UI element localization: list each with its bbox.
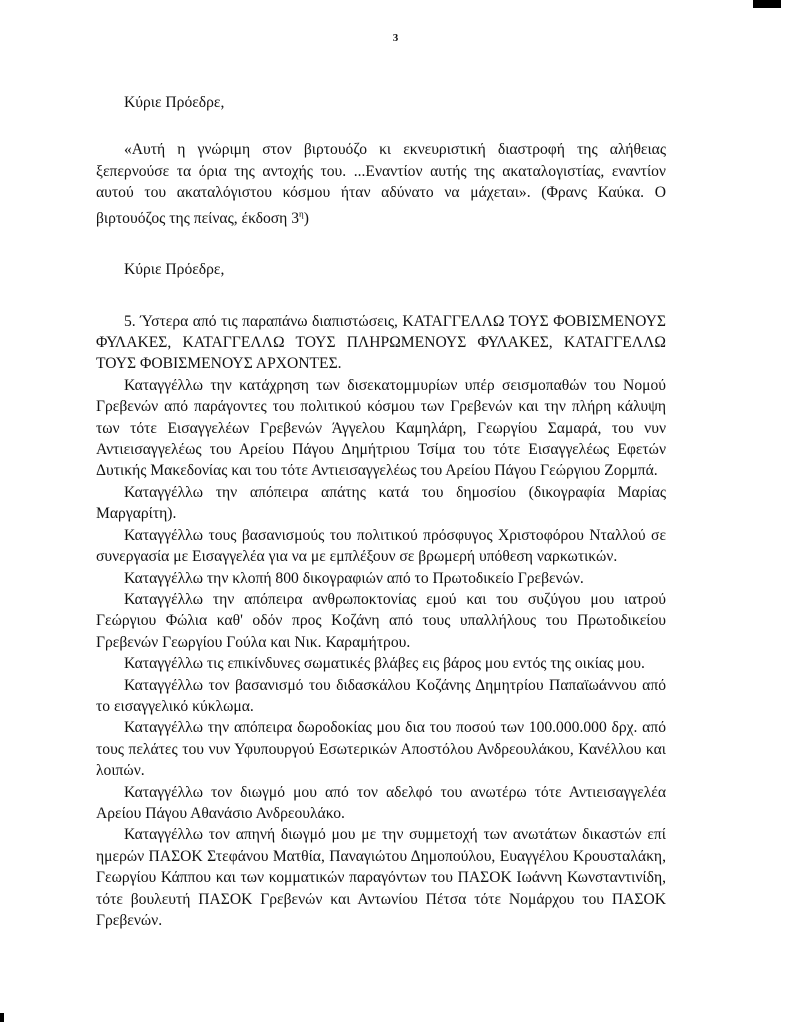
complaint-item: Καταγγέλλω τον διωγμό μου από τον αδελφό του ανωτέρω τότε Αντιεισαγγελέα Αρείου Πάγου Αθανάσιο Ανδρεουλάκο.: [96, 783, 666, 822]
page-number: 3: [392, 32, 399, 44]
salutation-second: Κύριε Πρόεδρε,: [124, 261, 225, 279]
kafka-quote: [96, 139, 666, 229]
section-5-heading: 5. Ύστερα από τις παραπάνω διαπιστώσεις, ΚΑΤΑΓΓΕΛΛΩ ΤΟΥΣ ΦΟΒΙΣΜΕΝΟΥΣ ΦΥΛΑΚΕΣ, ΚΑΤΑΓΓΕΛΛΩ ΤΟΥΣ ΠΛΗΡΩΜΕΝΟΥΣ ΦΥΛΑΚΕΣ, ΚΑΤΑΓΓΕΛΛΩ ΤΟΥΣ ΦΟΒΙΣΜΕΝΟΥΣ ΑΡΧΟΝΤΕΣ.: [96, 312, 666, 373]
scan-corner-mark: [753, 0, 781, 8]
document-body: [96, 92, 666, 931]
complaint-item: Καταγγέλλω τον βασανισμό του διδασκάλου Κοζάνης Δημητρίου Παπαϊωάννου από το εισαγγελικό κύκλωμα.: [96, 676, 666, 715]
complaint-item: Καταγγέλλω την κατάχρηση των δισεκατομμυρίων υπέρ σεισμοπαθών του Νομού Γρεβενών από παράγοντες του πολιτικού κόσμου των Γρεβενών και την πλήρη κάλυψη των τότε Εισαγγελέων Γρεβενών Άγγελου Καμηλάρη, Γεωργίου Σαμαρά, του νυν Αντιεισαγγελέως του Αρείου Πάγου Δημήτριου Τσίμα του τότε Εισαγγελέως Εφετών Δυτικής Μακεδονίας και του τότε Αντιεισαγγελέως του Αρείου Πάγου Γεώργιου Ζορμπά.: [96, 376, 666, 480]
complaint-item: Καταγγέλλω τον απηνή διωγμό μου με την συμμετοχή των ανωτάτων δικαστών επί ημερών ΠΑΣΟΚ Στεφάνου Ματθία, Παναγιώτου Δημοπούλου, Ευαγγέλου Κρουσταλάκη, Γεωργίου Κάππου και των κομματικών παραγόντων του ΠΑΣΟΚ Ιωάννη Κωνσταντινίδη, τότε βουλευτή ΠΑΣΟΚ Γρεβενών και Αντωνίου Πέτσα τότε Νομάρχου του ΠΑΣΟΚ Γρεβενών.: [96, 826, 666, 929]
quote-tail: ): [303, 209, 309, 227]
complaint-item: Καταγγέλλω την απόπειρα απάτης κατά του δημοσίου (δικογραφία Μαρίας Μαργαρίτη).: [96, 483, 666, 523]
quote-text: «Αυτή η γνώριμη στον βιρτουόζο κι εκνευριστική διαστροφή της αλήθειας ξεπερνούσε τα όρια της αντοχής του. ...Εναντίον αυτής της ακαταλογιστίας, εναντίον αυτού του ακαταλόγιστου κόσμου ήταν αδύνατο να μάχεται». (Φρανς Καύκα. Ο βιρτουόζος της πείνας, έκδοση 3: [96, 141, 666, 227]
complaint-item: Καταγγέλλω την απόπειρα δωροδοκίας μου δια του ποσού των 100.000.000 δρχ. από τους πελάτες του νυν Υφυπουργού Εσωτερικών Αποστόλου Ανδρεουλάκου, Κανέλλου και λοιπών.: [96, 719, 666, 780]
complaint-item: Καταγγέλλω την απόπειρα ανθρωποκτονίας εμού και του συζύγου μου ιατρού Γεώργιου Φώλια καθ' οδόν προς Κοζάνη από τους υπαλλήλους του Πρωτοδικείου Γρεβενών Γεωργίου Γούλα και Νικ. Καραμήτρου.: [96, 590, 666, 651]
complaint-item: Καταγγέλλω την κλοπή 800 δικογραφιών από το Πρωτοδικείο Γρεβενών.: [124, 569, 584, 587]
complaint-item: Καταγγέλλω τις επικίνδυνες σωματικές βλάβες εις βάρος μου εντός της οικίας μου.: [124, 655, 645, 673]
salutation-first: Κύριε Πρόεδρε,: [124, 94, 225, 111]
scan-edge-mark: [0, 1013, 4, 1022]
complaint-item: Καταγγέλλω τους βασανισμούς του πολιτικού πρόσφυγος Χριστοφόρου Νταλλού σε συνεργασία με Εισαγγελέα για να με εμπλέξουν σε βρωμερή υπόθεση ναρκωτικών.: [96, 526, 666, 566]
quote-superscript: η: [299, 208, 304, 219]
